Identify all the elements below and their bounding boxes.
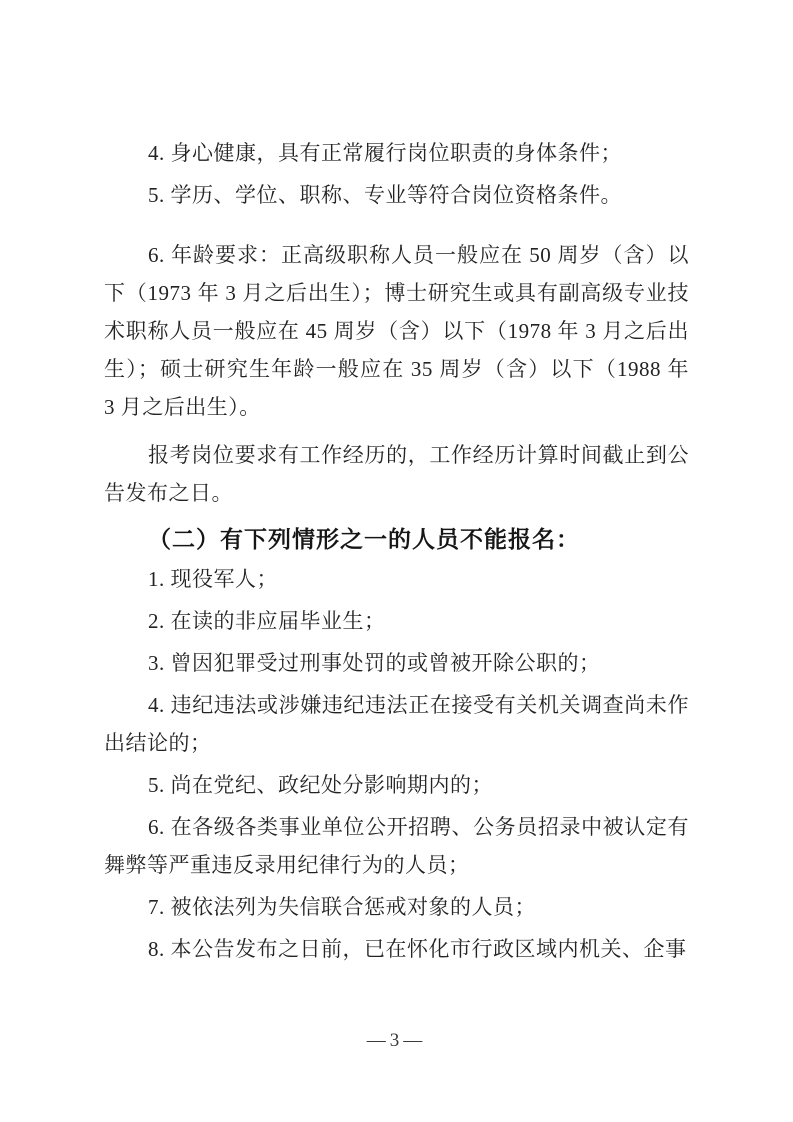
list-item-text: 6. 在各级各类事业单位公开招聘、公务员招录中被认定有	[148, 815, 689, 839]
list-item-text: 出结论的；	[104, 731, 212, 755]
section-heading	[104, 520, 689, 560]
text-content	[104, 134, 689, 968]
paragraph-line: 生）；硕士研究生年龄一般应在 35 周岁（含）以下（1988 年	[104, 357, 689, 381]
paragraph-work-experience	[104, 436, 689, 512]
list-item-text: 7. 被依法列为失信联合惩戒对象的人员；	[148, 895, 536, 919]
list-item	[104, 134, 689, 172]
paragraph-line: 术职称人员一般应在 45 周岁（含）以下（1978 年 3 月之后出	[104, 319, 689, 343]
list-item-text: 舞弊等严重违反录用纪律行为的人员；	[104, 853, 470, 877]
paragraph-line: 报考岗位要求有工作经历的，工作经历计算时间截止到公	[148, 443, 689, 467]
list-item	[104, 808, 689, 884]
list-item	[104, 560, 689, 598]
paragraph-line: 告发布之日。	[104, 481, 233, 505]
list-item	[104, 686, 689, 762]
paragraph-line: 6. 年龄要求：正高级职称人员一般应在 50 周岁（含）以	[148, 243, 689, 267]
list-item-text: 4. 身心健康，具有正常履行岗位职责的身体条件；	[148, 141, 622, 165]
page-number: —3—	[366, 1030, 427, 1051]
list-item-text: 1. 现役军人；	[148, 567, 278, 591]
list-item	[104, 930, 689, 968]
list-item-text: 5. 学历、学位、职称、专业等符合岗位资格条件。	[148, 183, 622, 207]
list-item	[104, 888, 689, 926]
list-item	[104, 644, 689, 682]
list-item-text: 8. 本公告发布之日前，已在怀化市行政区域内机关、企事	[148, 937, 687, 961]
list-item	[104, 176, 689, 214]
paragraph-line: 下（1973 年 3 月之后出生）；博士研究生或具有副高级专业技	[104, 281, 689, 305]
list-item	[104, 766, 689, 804]
paragraph-line: 3 月之后出生）。	[104, 395, 261, 419]
list-item-text: 4. 违纪违法或涉嫌违纪违法正在接受有关机关调查尚未作	[148, 693, 689, 717]
list-item-text: 2. 在读的非应届毕业生；	[148, 609, 386, 633]
list-item-text: 3. 曾因犯罪受过刑事处罚的或曾被开除公职的；	[148, 651, 601, 675]
section-heading-text: （二）有下列情形之一的人员不能报名：	[148, 527, 580, 552]
list-item-text: 5. 尚在党纪、政纪处分影响期内的；	[148, 773, 493, 797]
paragraph-age-requirements	[104, 236, 689, 426]
list-item	[104, 602, 689, 640]
